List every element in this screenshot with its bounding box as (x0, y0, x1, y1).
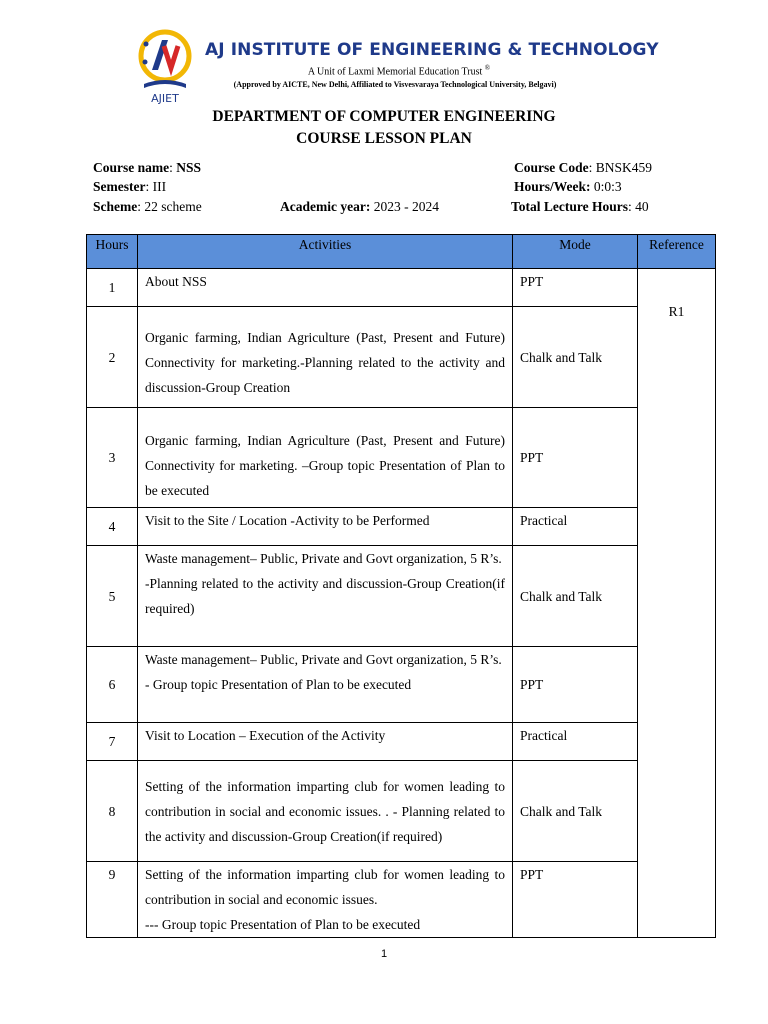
table-row (87, 307, 716, 408)
lesson-plan-table (86, 234, 716, 938)
hours-cell: 9 (87, 862, 138, 938)
hours-cell: 3 (87, 408, 138, 508)
mode-cell: Chalk and Talk (513, 546, 638, 647)
mode-cell: PPT (513, 647, 638, 723)
registered-mark: ® (484, 64, 491, 72)
course-code: Course Code: BNSK459 (514, 160, 653, 175)
academic-year: Academic year: 2023 - 2024 (280, 199, 439, 214)
activity-cell: Organic farming, Indian Agriculture (Past, Present and Future) Connectivity for marketing. –Group topic Presentation of Plan to be executed (138, 408, 513, 508)
mode-cell: Chalk and Talk (513, 761, 638, 862)
activity-text: Setting of the information imparting club for women leading to contribution in social and economic issues. (145, 867, 505, 907)
mode-cell: PPT (513, 408, 638, 508)
activity-cell: Organic farming, Indian Agriculture (Past, Present and Future) Connectivity for marketing.-Planning related to the activity and discussion-Group Creation (138, 307, 513, 408)
page-number: 1 (380, 948, 388, 960)
mode-cell: Practical (513, 723, 638, 761)
table-row (87, 761, 716, 862)
table-header-row (87, 235, 716, 269)
hours-cell: 5 (87, 546, 138, 647)
approval-line: (Approved by AICTE, New Delhi, Affiliated to Visvesvaraya Technological University, Belgavi) (233, 80, 557, 89)
activity-text: Waste management– Public, Private and Govt organization, 5 R’s. (145, 652, 502, 667)
hours-cell: 4 (87, 508, 138, 546)
table-row (87, 408, 716, 508)
trust-line (0, 64, 768, 77)
header-activities: Activities (138, 235, 513, 269)
activity-cell (138, 546, 513, 647)
activity-cell: Visit to Location – Execution of the Activity (138, 723, 513, 761)
header-hours: Hours (87, 235, 138, 269)
total-lecture-hours: Total Lecture Hours: 40 (511, 199, 649, 214)
activity-cell: Setting of the information imparting club for women leading to contribution in social and economic issues. . - Planning related to the activity and discussion-Group Creation(if required) (138, 761, 513, 862)
header-mode: Mode (513, 235, 638, 269)
department-title: DEPARTMENT OF COMPUTER ENGINEERING (212, 108, 556, 125)
table-row (87, 647, 716, 723)
hours-cell: 7 (87, 723, 138, 761)
activity-text-2: --- Group topic Presentation of Plan to be executed (145, 917, 421, 932)
activity-cell (138, 862, 513, 938)
document-title: COURSE LESSON PLAN (296, 130, 472, 147)
course-name: Course name: NSS (93, 160, 202, 175)
semester: Semester: III (93, 179, 167, 194)
scheme: Scheme: 22 scheme (93, 199, 202, 214)
activity-cell: About NSS (138, 269, 513, 307)
letterhead (0, 0, 768, 110)
mode-cell: Chalk and Talk (513, 307, 638, 408)
activity-text: Waste management– Public, Private and Govt organization, 5 R’s. (145, 551, 502, 566)
table-row (87, 723, 716, 761)
hours-cell: 2 (87, 307, 138, 408)
activity-cell (138, 647, 513, 723)
hours-cell: 8 (87, 761, 138, 862)
table-row (87, 508, 716, 546)
hours-cell: 6 (87, 647, 138, 723)
header-reference: Reference (638, 235, 716, 269)
table-row (87, 269, 716, 307)
table-row (87, 546, 716, 647)
activity-cell: Visit to the Site / Location -Activity to be Performed (138, 508, 513, 546)
hours-cell: 1 (87, 269, 138, 307)
reference-cell: R1 (638, 269, 716, 938)
activity-text-2: -Planning related to the activity and discussion-Group Creation(if required) (145, 576, 505, 616)
trust-text: A Unit of Laxmi Memorial Education Trust (307, 66, 483, 78)
logo-text: AJIET (151, 92, 179, 105)
table-row (87, 862, 716, 938)
mode-cell: PPT (513, 862, 638, 938)
institute-name: AJ INSTITUTE OF ENGINEERING & TECHNOLOGY (205, 40, 659, 60)
mode-cell: PPT (513, 269, 638, 307)
activity-text-2: - Group topic Presentation of Plan to be executed (145, 677, 412, 692)
mode-cell: Practical (513, 508, 638, 546)
hours-per-week: Hours/Week: 0:0:3 (514, 179, 622, 194)
